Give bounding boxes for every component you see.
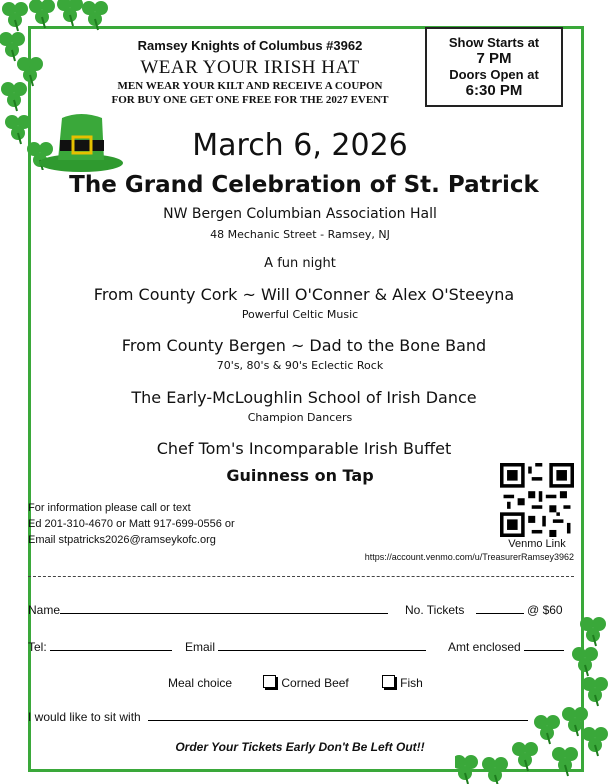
sit-row xyxy=(28,710,528,724)
info-line-2: Ed 201-310-4670 or Matt 917-699-0556 or xyxy=(28,518,235,530)
contact-info xyxy=(28,500,235,548)
tickets-row xyxy=(405,603,563,617)
sit-field[interactable] xyxy=(148,720,528,721)
cut-line xyxy=(28,576,574,577)
amt-field[interactable] xyxy=(524,650,564,651)
tickets-label: No. Tickets xyxy=(405,603,465,617)
price-label: @ $60 xyxy=(527,603,563,617)
tagline: A fun night xyxy=(264,256,336,271)
act-3-title: The Early-McLoughlin School of Irish Dance xyxy=(131,388,477,407)
name-field[interactable] xyxy=(60,613,388,614)
venue: NW Bergen Columbian Association Hall xyxy=(163,206,437,222)
kilt-line-2: FOR BUY ONE GET ONE FREE FOR THE 2027 EVENT xyxy=(111,94,389,106)
venmo-label: Venmo Link xyxy=(508,538,566,550)
show-time-box xyxy=(425,27,563,107)
venmo-qr-code-icon[interactable] xyxy=(500,463,574,537)
fish-option[interactable] xyxy=(382,676,423,690)
amt-label: Amt enclosed xyxy=(448,640,521,654)
org-name: Ramsey Knights of Columbus #3962 xyxy=(137,38,363,53)
show-starts-label: Show Starts at xyxy=(448,35,540,50)
amt-row xyxy=(448,640,564,654)
fish-label: Fish xyxy=(400,676,423,690)
email-label: Email xyxy=(185,640,216,654)
meal-label: Meal choice xyxy=(168,676,233,690)
name-label: Name xyxy=(28,603,61,617)
sit-label: I would like to sit with xyxy=(28,710,141,724)
act-1-sub: Powerful Celtic Music xyxy=(241,308,359,321)
act-2-title: From County Bergen ~ Dad to the Bone Band xyxy=(121,336,487,355)
doors-time: 6:30 PM xyxy=(465,82,523,99)
tickets-field[interactable] xyxy=(476,613,524,614)
meal-row xyxy=(168,675,423,690)
address: 48 Mechanic Street - Ramsey, NJ xyxy=(210,228,390,241)
tel-label: Tel: xyxy=(28,640,47,654)
act-4-title: Chef Tom's Incomparable Irish Buffet xyxy=(156,439,452,458)
act-2-sub: 70's, 80's & 90's Eclectic Rock xyxy=(216,359,384,372)
event-date: March 6, 2026 xyxy=(192,128,408,163)
corned-beef-option[interactable] xyxy=(263,676,348,690)
guinness-text: Guinness on Tap xyxy=(226,466,374,485)
email-row xyxy=(185,640,426,654)
corned-beef-label: Corned Beef xyxy=(281,676,349,690)
kilt-line-1: MEN WEAR YOUR KILT AND RECEIVE A COUPON xyxy=(117,80,383,92)
email-field[interactable] xyxy=(218,650,426,651)
info-line-1: For information please call or text xyxy=(28,502,191,514)
tel-row xyxy=(28,640,172,654)
doors-open-label: Doors Open at xyxy=(449,67,539,82)
info-line-3: Email stpatricks2026@ramseykofc.org xyxy=(28,534,216,546)
footer-slogan: Order Your Tickets Early Don't Be Left Out!! xyxy=(175,740,425,754)
tel-field[interactable] xyxy=(50,650,172,651)
hat-title: WEAR YOUR IRISH HAT xyxy=(140,57,360,78)
name-row xyxy=(28,603,388,617)
show-time: 7 PM xyxy=(476,50,512,67)
act-1-title: From County Cork ~ Will O'Conner & Alex O'Steeyna xyxy=(93,285,515,304)
event-title: The Grand Celebration of St. Patrick xyxy=(69,172,539,198)
fish-checkbox[interactable] xyxy=(382,675,395,688)
venmo-url[interactable]: https://account.venmo.com/u/TreasurerRamsey3962 xyxy=(364,552,574,562)
corned-beef-checkbox[interactable] xyxy=(263,675,276,688)
shamrock-cluster-bottom-right-icon xyxy=(455,610,608,784)
act-3-sub: Champion Dancers xyxy=(247,411,353,424)
